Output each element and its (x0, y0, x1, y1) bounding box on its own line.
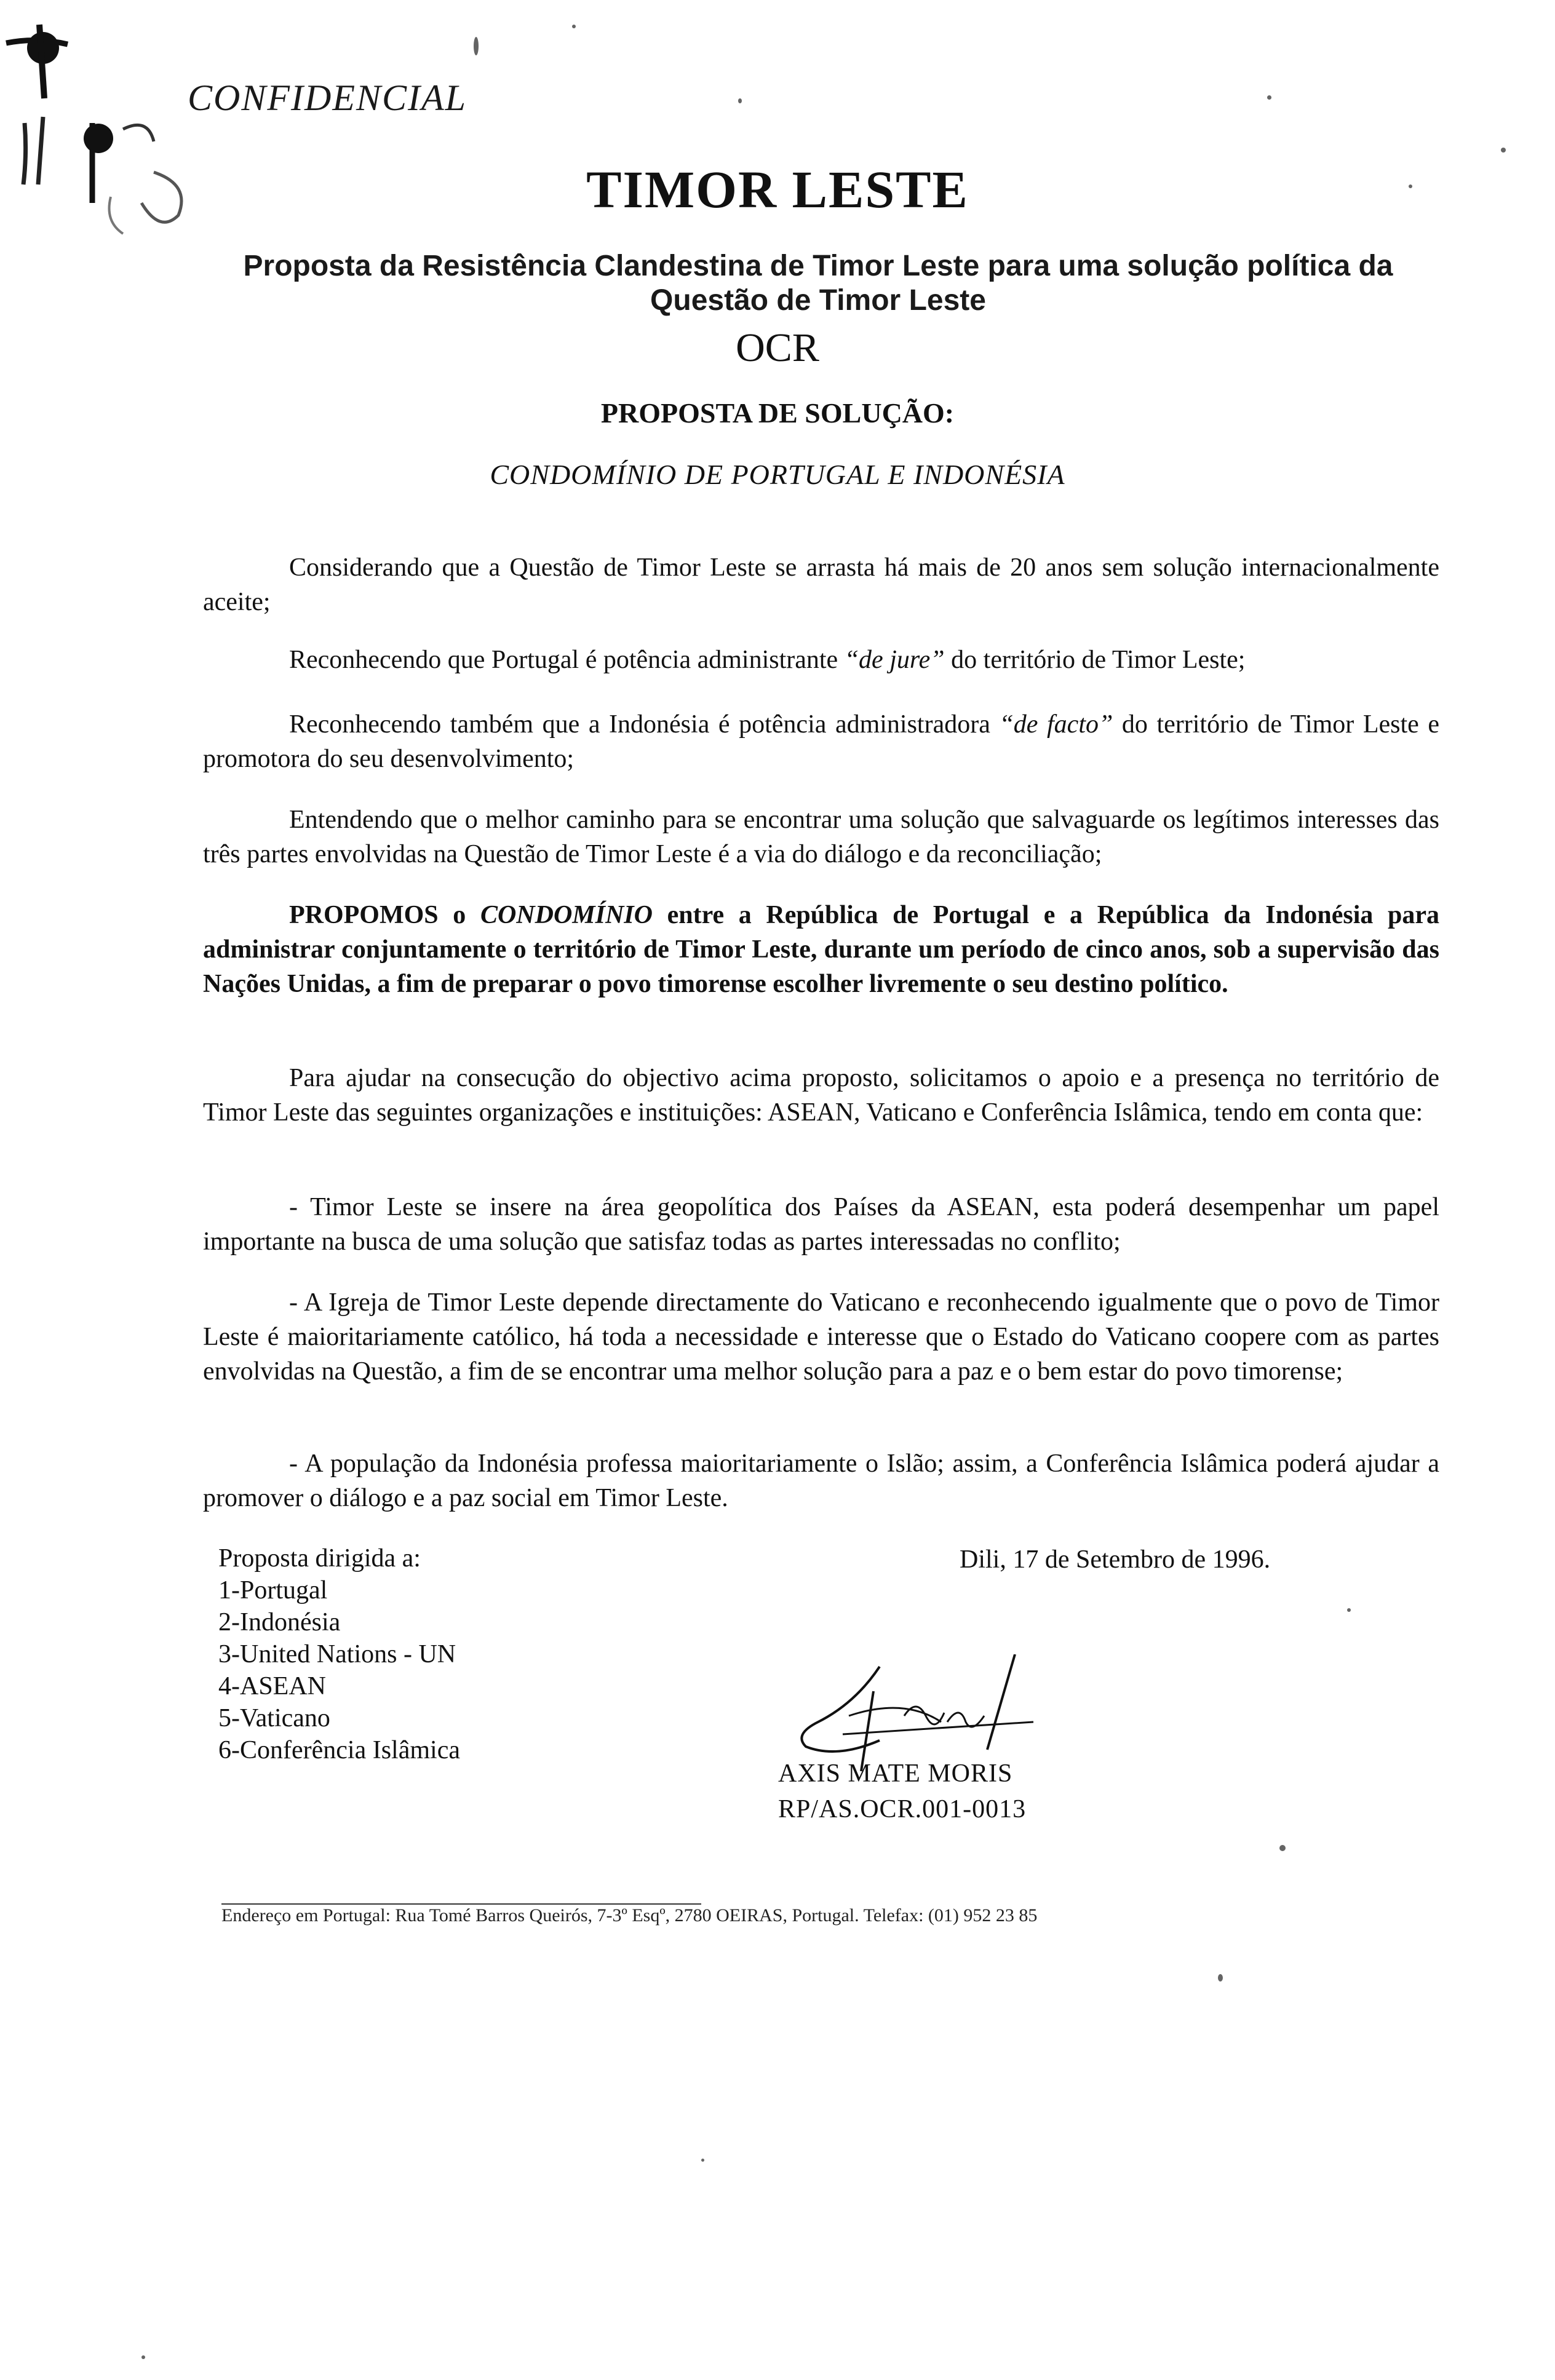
paragraph-asean (203, 1190, 1439, 1259)
paragraph-text: Reconhecendo que Portugal é potência administrante (289, 646, 845, 674)
proposal-lead: PROPOMOS (289, 901, 439, 929)
scan-speck (141, 2355, 145, 2359)
scan-speck (1218, 1974, 1223, 1981)
proposal-term: CONDOMÍNIO (480, 901, 653, 929)
scan-speck (1267, 95, 1271, 100)
paragraph-considerando (203, 550, 1439, 619)
scan-speck (572, 25, 576, 28)
paragraph-entendendo (203, 803, 1439, 871)
paragraph-text: - A população da Indonésia professa maioritariamente o Islão; assim, a Conferência Islâmica poderá ajudar a promover o diálogo e a paz social em Timor Leste. (203, 1450, 1439, 1512)
scan-speck (1501, 148, 1506, 153)
paragraph-propomos (203, 898, 1439, 1001)
signer-block (778, 1756, 1026, 1827)
footer-divider (221, 1903, 701, 1905)
paragraph-text: Considerando que a Questão de Timor Leste se arrasta há mais de 20 anos sem solução internacionalmente aceite; (203, 553, 1439, 616)
list-item: 3-United Nations - UN (218, 1640, 456, 1668)
paragraph-islamica (203, 1446, 1439, 1515)
paragraph-text: Reconhecendo também que a Indonésia é potência administradora (289, 710, 1000, 739)
footer-address: Endereço em Portugal: Rua Tomé Barros Queirós, 7-3º Esqº, 2780 OEIRAS, Portugal. Telefax: (01) 952 23 85 (221, 1905, 1038, 1926)
list-item: 4-ASEAN (218, 1672, 326, 1700)
signer-reference: RP/AS.OCR.001-0013 (778, 1795, 1027, 1823)
scan-speck (1279, 1845, 1286, 1851)
handwritten-annotation (0, 0, 221, 271)
paragraph-vaticano (203, 1285, 1439, 1389)
place-date: Dili, 17 de Setembro de 1996. (960, 1545, 1271, 1574)
latin-term: “de facto” (999, 710, 1113, 739)
signer-name: AXIS MATE MORIS (778, 1759, 1013, 1788)
paragraph-text: do território de Timor Leste e promotora do seu desenvolvimento; (203, 710, 1439, 773)
paragraph-text: do território de Timor Leste; (944, 646, 1246, 674)
paragraph-text: - A Igreja de Timor Leste depende directamente do Vaticano e reconhecendo igualmente que o povo de Timor Leste é maioritariamente católico, há toda a necessidade e interesse que o Estado do Vaticano coopere com as partes envolvidas na Questão, a fim de se encontrar uma melhor solução para a paz e o bem estar do povo timorense; (203, 1288, 1439, 1386)
scan-speck (1409, 184, 1412, 188)
paragraph-reconhecendo-indonesia (203, 707, 1439, 776)
document-subtitle: Proposta da Resistência Clandestina de Timor Leste para uma solução política da Questão de Timor Leste (243, 250, 1393, 317)
paragraph-reconhecendo-portugal (203, 643, 1439, 677)
paragraph-text: o (438, 901, 480, 929)
organization-label: OCR (736, 325, 819, 370)
solution-name: CONDOMÍNIO DE PORTUGAL E INDONÉSIA (490, 459, 1065, 490)
classification-label: CONFIDENCIAL (188, 77, 467, 118)
list-item: 1-Portugal (218, 1576, 328, 1605)
list-item: 6-Conferência Islâmica (218, 1736, 460, 1764)
paragraph-para-ajudar (203, 1061, 1439, 1130)
scan-speck (701, 2159, 704, 2162)
latin-term: “de jure” (844, 646, 945, 674)
document-title: TIMOR LESTE (586, 160, 969, 219)
paragraph-text: entre a República de Portugal e a República da Indonésia para administrar conjuntamente o território de Timor Leste, durante um período de cinco anos, sob a supervisão das Nações Unidas, a fim de preparar o povo timorense escolher livremente o seu destino político. (203, 901, 1440, 998)
list-item: 5-Vaticano (218, 1704, 330, 1732)
list-item: 2-Indonésia (218, 1608, 341, 1636)
paragraph-text: - Timor Leste se insere na área geopolítica dos Países da ASEAN, esta poderá desempenhar um papel importante na busca de uma solução que satisfaz todas as partes interessadas no conflito; (203, 1193, 1439, 1256)
paragraph-text: Para ajudar na consecução do objectivo acima proposto, solicitamos o apoio e a presença no território de Timor Leste das seguintes organizações e instituições: ASEAN, Vaticano e Conferência Islâmica, tendo em conta que: (203, 1064, 1439, 1127)
scan-speck (1347, 1608, 1351, 1612)
scan-speck (474, 37, 479, 55)
addressee-list (218, 1542, 460, 1766)
solution-heading: PROPOSTA DE SOLUÇÃO: (600, 397, 955, 429)
addressee-label: Proposta dirigida a: (218, 1544, 421, 1573)
scan-speck (738, 98, 742, 103)
paragraph-text: Entendendo que o melhor caminho para se encontrar uma solução que salvaguarde os legítimos interesses das três partes envolvidas na Questão de Timor Leste é a via do diálogo e da reconciliação; (203, 806, 1439, 868)
